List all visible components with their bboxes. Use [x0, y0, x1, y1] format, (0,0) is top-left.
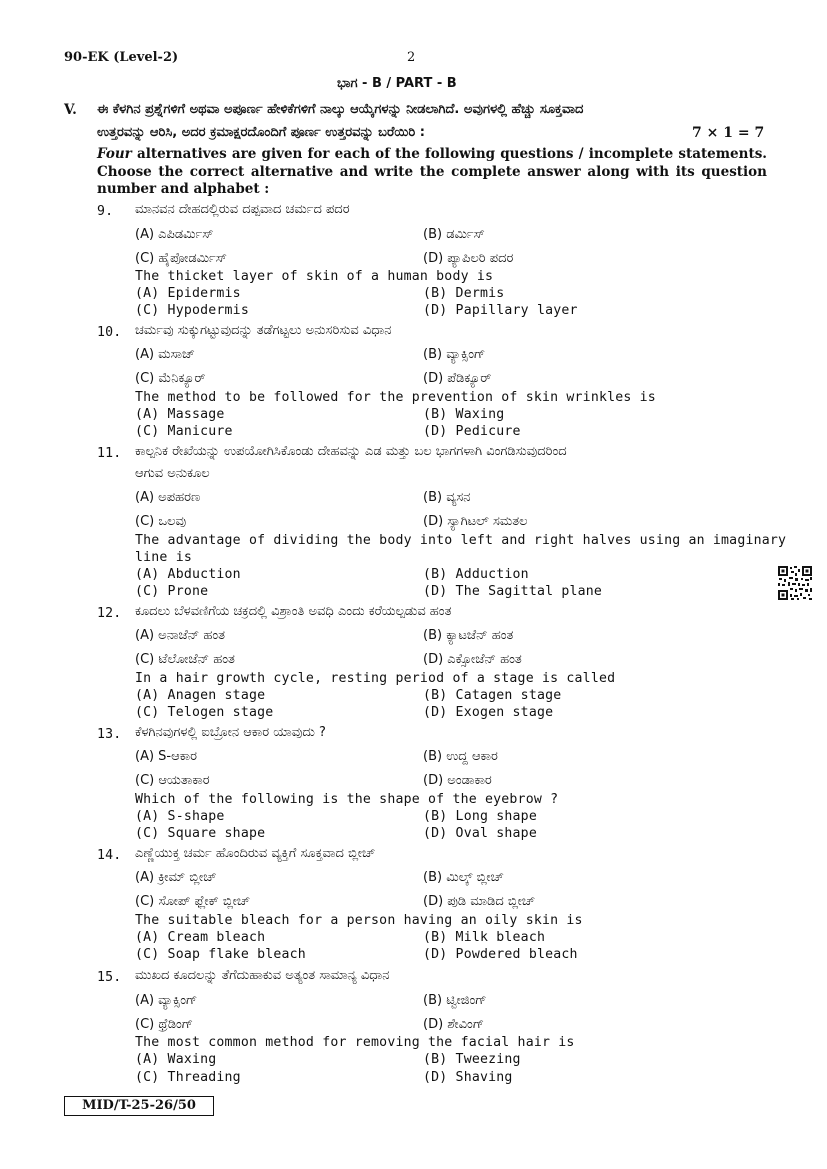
option-b-kannada: (B) ವ್ಯಸನ [423, 490, 471, 505]
question-english: The suitable bleach for a person having an oily skin is [135, 913, 583, 928]
option-b-english: (B) Long shape [423, 809, 537, 824]
question-kannada-continued: ಆಗುವ ಅನುಕೂಲ [135, 466, 210, 481]
option-a-english: (A) Epidermis [135, 286, 241, 301]
option-a-english: (A) Abduction [135, 567, 241, 582]
option-c-english: (C) Soap flake bleach [135, 947, 306, 962]
option-a-english: (A) Anagen stage [135, 688, 266, 703]
question-english: In a hair growth cycle, resting period of a stage is called [135, 671, 616, 686]
question-kannada: ಕೆಳಗಿನವುಗಳಲ್ಲಿ ಐಬ್ರೋನ ಆಕಾರ ಯಾವುದು ? [135, 725, 326, 740]
footer-code: MID/T-25-26/50 [64, 1096, 214, 1116]
option-b-kannada: (B) ಟ್ವೀಜಿಂಗ್ [423, 993, 487, 1008]
option-d-english: (D) Pedicure [423, 424, 521, 439]
question-kannada: ಮುಖದ ಕೂದಲನ್ನು ತೆಗೆದುಹಾಕುವ ಅತ್ಯಂತ ಸಾಮಾನ್ಯ ವಿಧಾನ [135, 968, 390, 983]
option-d-english: (D) Shaving [423, 1070, 513, 1085]
option-c-kannada: (C) ಹೈಪೋಡರ್ಮಿಸ್ [135, 251, 227, 266]
option-d-kannada: (D) ಪ್ಯಾಪಿಲರಿ ಪದರ [423, 251, 514, 266]
paper-code: 90-EK (Level-2) [64, 50, 179, 65]
question-kannada: ಕೂದಲು ಬೆಳವಣಿಗೆಯ ಚಕ್ರದಲ್ಲಿ ವಿಶ್ರಾಂತಿ ಅವಧಿ ಎಂದು ಕರೆಯಲ್ಪಡುವ ಹಂತ [135, 604, 452, 619]
option-d-english: (D) Oval shape [423, 826, 537, 841]
section-number: V. [64, 102, 77, 118]
option-b-kannada: (B) ಡರ್ಮಿಸ್ [423, 227, 485, 242]
question-number: 9. [97, 204, 114, 219]
option-b-english: (B) Adduction [423, 567, 529, 582]
option-d-english: (D) Papillary layer [423, 303, 578, 318]
question-kannada: ಚರ್ಮವು ಸುಕ್ಕುಗಟ್ಟುವುದನ್ನು ತಡೆಗಟ್ಟಲು ಅನುಸರಿಸುವ ವಿಧಾನ [135, 323, 392, 338]
option-a-kannada: (A) ಎಪಿಡರ್ಮಿಸ್ [135, 227, 214, 242]
question-kannada: ಮಾನವನ ದೇಹದಲ್ಲಿರುವ ದಪ್ಪವಾದ ಚರ್ಮದ ಪದರ [135, 202, 350, 217]
option-d-english: (D) Exogen stage [423, 705, 554, 720]
option-a-kannada: (A) ಮಸಾಜ್ [135, 347, 195, 362]
instruction-english-text: alternatives are given for each of the following questions / incomplete statements. Choose the correct alternative and write the complete answer along with its question number and alphabet : [97, 146, 768, 197]
option-a-kannada: (A) S-ಆಕಾರ [135, 749, 198, 764]
option-d-kannada: (D) ಎಕ್ಸೋಜೆನ್ ಹಂತ [423, 652, 522, 667]
page-number: 2 [407, 50, 416, 65]
option-a-kannada: (A) ಕ್ರೀಮ್ ಬ್ಲೀಚ್ [135, 870, 217, 885]
question-number: 12. [97, 606, 122, 621]
option-d-kannada: (D) ಸ್ಯಾಗಿಟಲ್ ಸಮತಲ [423, 514, 528, 529]
option-a-english: (A) Massage [135, 407, 225, 422]
question-english: The most common method for removing the facial hair is [135, 1035, 575, 1050]
question-english: Which of the following is the shape of the eyebrow ? [135, 792, 559, 807]
instruction-kannada-line1: ಈ ಕೆಳಗಿನ ಪ್ರಶ್ನೆಗಳಿಗೆ ಅಥವಾ ಅಪೂರ್ಣ ಹೇಳಿಕೆಗಳಿಗೆ ನಾಲ್ಕು ಆಯ್ಕೆಗಳನ್ನು ನೀಡಲಾಗಿದೆ. ಅವುಗಳಲ್ಲಿ ಹೆಚ್ಚು ಸೂಕ್ತವಾದ [97, 102, 584, 117]
question-kannada: ಎಣ್ಣೆಯುಕ್ತ ಚರ್ಮ ಹೊಂದಿರುವ ವ್ಯಕ್ತಿಗೆ ಸೂಕ್ತವಾದ ಬ್ಲೀಚ್ [135, 846, 376, 861]
option-c-kannada: (C) ಟೆಲೋಜೆನ್ ಹಂತ [135, 652, 235, 667]
option-c-kannada: (C) ಒಲವು [135, 514, 187, 529]
marks-formula: 7 × 1 = 7 [692, 125, 765, 141]
option-b-english: (B) Tweezing [423, 1052, 521, 1067]
option-d-kannada: (D) ಪುಡಿ ಮಾಡಿದ ಬ್ಲೀಚ್ [423, 894, 535, 909]
option-b-kannada: (B) ಕ್ಯಾಟಜೆನ್ ಹಂತ [423, 628, 514, 643]
question-number: 13. [97, 727, 122, 742]
section-title: ಭಾಗ - B / PART - B [337, 76, 457, 91]
option-c-kannada: (C) ಮೆನಿಕ್ಯೂರ್ [135, 371, 206, 386]
option-d-kannada: (D) ಅಂಡಾಕಾರ [423, 773, 492, 788]
option-c-kannada: (C) ಸೋಪ್ ಫ್ಲೇಕ್ ಬ್ಲೀಚ್ [135, 894, 250, 909]
question-english: The thicket layer of skin of a human body is [135, 269, 494, 284]
instruction-kannada-line2: ಉತ್ತರವನ್ನು ಆರಿಸಿ, ಅದರ ಕ್ರಮಾಕ್ಷರದೊಂದಿಗೆ ಪೂರ್ಣ ಉತ್ತರವನ್ನು ಬರೆಯಿರಿ : [97, 125, 425, 140]
qr-code-icon [777, 565, 813, 601]
question-number: 11. [97, 446, 122, 461]
option-d-kannada: (D) ಶೇವಿಂಗ್ [423, 1017, 485, 1032]
instruction-english-italic: Four [97, 146, 132, 162]
option-b-kannada: (B) ಉದ್ದ ಆಕಾರ [423, 749, 498, 764]
option-a-english: (A) S-shape [135, 809, 225, 824]
option-c-english: (C) Hypodermis [135, 303, 249, 318]
question-english: The advantage of dividing the body into left and right halves using an imaginary [135, 533, 787, 548]
option-c-kannada: (C) ಆಯತಾಕಾರ [135, 773, 210, 788]
option-d-kannada: (D) ಪೆಡಿಕ್ಯೂರ್ [423, 371, 492, 386]
question-number: 14. [97, 848, 122, 863]
option-b-english: (B) Milk bleach [423, 930, 546, 945]
option-c-english: (C) Square shape [135, 826, 266, 841]
option-d-english: (D) Powdered bleach [423, 947, 578, 962]
option-c-kannada: (C) ಥ್ರೆಡಿಂಗ್ [135, 1017, 194, 1032]
option-c-english: (C) Manicure [135, 424, 233, 439]
option-c-english: (C) Telogen stage [135, 705, 274, 720]
question-english: The method to be followed for the prevention of skin wrinkles is [135, 390, 656, 405]
question-english-continued: line is [135, 550, 192, 565]
option-b-english: (B) Catagen stage [423, 688, 562, 703]
instruction-english [97, 146, 767, 199]
option-a-english: (A) Cream bleach [135, 930, 266, 945]
option-d-english: (D) The Sagittal plane [423, 584, 603, 599]
option-b-english: (B) Dermis [423, 286, 505, 301]
question-number: 15. [97, 970, 122, 985]
option-b-kannada: (B) ವ್ಯಾಕ್ಸಿಂಗ್ [423, 347, 486, 362]
option-b-kannada: (B) ಮಿಲ್ಕ್ ಬ್ಲೀಚ್ [423, 870, 504, 885]
option-a-kannada: (A) ಅನಾಜೆನ್ ಹಂತ [135, 628, 226, 643]
option-c-english: (C) Threading [135, 1070, 241, 1085]
option-b-english: (B) Waxing [423, 407, 505, 422]
option-a-kannada: (A) ಅಪಹರಣ [135, 490, 201, 505]
option-a-english: (A) Waxing [135, 1052, 217, 1067]
option-c-english: (C) Prone [135, 584, 209, 599]
question-kannada: ಕಾಲ್ಪನಿಕ ರೇಖೆಯನ್ನು ಉಪಯೋಗಿಸಿಕೊಂಡು ದೇಹವನ್ನು ಎಡ ಮತ್ತು ಬಲ ಭಾಗಗಳಾಗಿ ವಿಂಗಡಿಸುವುದರಿಂದ [135, 444, 567, 459]
option-a-kannada: (A) ವ್ಯಾಕ್ಸಿಂಗ್ [135, 993, 198, 1008]
question-number: 10. [97, 325, 122, 340]
